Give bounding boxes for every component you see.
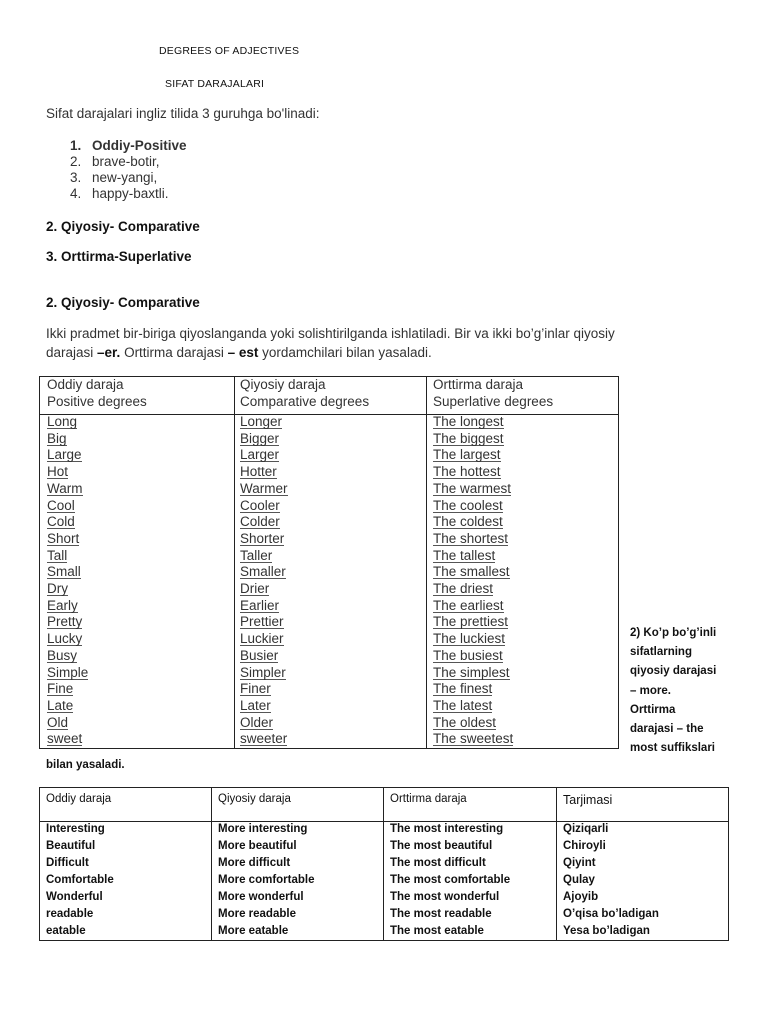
table-cell: More comfortable (218, 874, 315, 886)
table-cell: eatable (46, 925, 86, 937)
table-cell: Taller (240, 547, 273, 563)
table-cell: The finest (433, 681, 493, 697)
table-cell: Longer (240, 414, 283, 429)
table-cell: Warm (47, 480, 83, 496)
section-heading-comparative: 2. Qiyosiy- Comparative (46, 219, 200, 234)
table-cell: The most difficult (390, 857, 486, 869)
table-cell: The largest (433, 447, 501, 463)
table-cell: Large (47, 447, 82, 463)
table-cell: Cooler (240, 497, 280, 513)
intro-text: Sifat darajalari ingliz tilida 3 guruhga bo'linadi: (46, 106, 320, 121)
table-cell: Old (47, 714, 69, 730)
table-cell: Comfortable (46, 874, 114, 886)
table-cell: The oldest (433, 714, 497, 730)
table-cell: The most eatable (390, 925, 484, 937)
column-divider (383, 788, 384, 940)
list-item: 2. brave-botir, (70, 154, 160, 169)
table-header-cell: Qiyosiy daraja (218, 793, 291, 805)
table-cell: Late (47, 697, 74, 713)
list-item: 4. happy-baxtli. (70, 186, 169, 201)
table-cell: Earlier (240, 597, 280, 613)
table-cell: Larger (240, 447, 280, 463)
table-cell: Luckier (240, 631, 284, 647)
table-cell: Beautiful (46, 840, 96, 852)
table-cell: Dry (47, 581, 68, 596)
table-cell: Qiziqarli (563, 823, 609, 835)
paragraph-line-2: darajasi –er. Orttirma darajasi – est yordamchilari bilan yasaladi. (46, 345, 432, 360)
table-cell: sweeter (240, 731, 288, 747)
table-cell: More interesting (218, 823, 308, 835)
table-cell: Chiroyli (563, 840, 606, 852)
table-cell: Early (47, 597, 78, 613)
table-cell: The prettiest (433, 614, 509, 630)
table-cell: More difficult (218, 857, 291, 869)
table-cell: Fine (47, 681, 74, 697)
table-header-cell: Orttirma daraja (390, 793, 467, 805)
table-cell: The biggest (433, 430, 504, 446)
table-cell: sweet (47, 731, 83, 747)
table-cell: More wonderful (218, 891, 304, 903)
table-cell: Long (47, 414, 78, 429)
table-cell: Ajoyib (563, 891, 599, 903)
multisyllable-table (39, 787, 729, 941)
table-cell: readable (46, 908, 94, 920)
table-cell: The longest (433, 414, 504, 429)
table-cell: Hot (47, 464, 69, 480)
table-cell: The most comfortable (390, 874, 511, 886)
suffix-er: –er. (97, 345, 121, 360)
table-cell: The latest (433, 697, 493, 713)
table-cell: Drier (240, 581, 270, 596)
table-cell: Qiyint (563, 857, 596, 869)
table-cell: The warmest (433, 480, 512, 496)
table-cell: O’qisa bo’ladigan (563, 908, 659, 920)
table-cell: More eatable (218, 925, 289, 937)
paragraph-line-1: Ikki pradmet bir-biriga qiyoslanganda yoki solishtirilganda ishlatiladi. Bir va ikki bo’g’inlar qiyosiy (46, 326, 615, 341)
column-divider (211, 788, 212, 940)
table-cell: Lucky (47, 631, 83, 647)
table-cell: Later (240, 697, 271, 713)
table-cell: Pretty (47, 614, 83, 630)
table-cell: Smaller (240, 564, 286, 580)
table-cell: Short (47, 530, 80, 546)
table-cell: Shorter (240, 530, 285, 546)
table-cell: Simpler (240, 664, 286, 680)
table-cell: Older (240, 714, 274, 730)
table-cell: The hottest (433, 464, 501, 480)
side-note-continuation: bilan yasaladi. (46, 759, 125, 771)
table-cell: Cold (47, 514, 75, 530)
suffix-est: – est (227, 345, 259, 360)
table-cell: Wonderful (46, 891, 103, 903)
table-cell: Simple (47, 664, 89, 680)
table-header-comparative: Qiyosiy daraja Comparative degrees (240, 377, 370, 409)
table-cell: Warmer (240, 480, 288, 496)
column-divider (234, 377, 235, 748)
table-cell: The simplest (433, 664, 510, 680)
degrees-table (39, 376, 619, 749)
table-cell: Finer (240, 681, 271, 697)
table-cell: Prettier (240, 614, 284, 630)
table-cell: Cool (47, 497, 75, 513)
table-cell: The most wonderful (390, 891, 500, 903)
section-heading-comparative-2: 2. Qiyosiy- Comparative (46, 295, 200, 310)
table-cell: The shortest (433, 530, 509, 546)
document-subtitle: SIFAT DARAJALARI (165, 78, 265, 90)
column-divider (426, 377, 427, 748)
table-cell: The busiest (433, 647, 503, 663)
table-cell: The coldest (433, 514, 503, 530)
table-cell: The smallest (433, 564, 510, 580)
table-cell: Hotter (240, 464, 277, 480)
table-header-superlative: Orttirma daraja Superlative degrees (433, 377, 554, 409)
list-item: 3. new-yangi, (70, 170, 158, 185)
table-cell: The luckiest (433, 631, 506, 647)
table-header-cell: Oddiy daraja (46, 793, 112, 805)
side-note: 2) Ko’p bo’g’inli sifatlarning qiyosiy darajasi – more. Orttirma darajasi – the most suffikslari (630, 627, 717, 755)
table-cell: The tallest (433, 547, 496, 563)
column-divider (556, 788, 557, 940)
table-cell: Tall (47, 547, 68, 563)
header-divider (40, 414, 618, 415)
table-cell: Interesting (46, 823, 105, 835)
section-heading-superlative: 3. Orttirma-Superlative (46, 249, 192, 264)
table-cell: Yesa bo’ladigan (563, 925, 650, 937)
table-cell: The driest (433, 581, 494, 596)
table-cell: More beautiful (218, 840, 297, 852)
table-header-cell: Tarjimasi (563, 793, 613, 807)
table-cell: The earliest (433, 597, 504, 613)
table-cell: The most beautiful (390, 840, 493, 852)
table-cell: Busy (47, 647, 78, 663)
table-cell: Big (47, 430, 67, 446)
list-item: 1. Oddiy-Positive (70, 138, 187, 153)
table-cell: Small (47, 564, 81, 580)
table-cell: Colder (240, 514, 280, 530)
table-cell: The sweetest (433, 731, 514, 747)
table-cell: Bigger (240, 430, 280, 446)
table-cell: Qulay (563, 874, 595, 886)
table-cell: More readable (218, 908, 296, 920)
table-cell: The most readable (390, 908, 492, 920)
table-cell: The coolest (433, 497, 503, 513)
table-cell: The most interesting (390, 823, 504, 835)
header-divider (40, 821, 728, 822)
table-header-positive: Oddiy daraja Positive degrees (47, 377, 147, 409)
document-title: DEGREES OF ADJECTIVES (159, 45, 300, 57)
table-cell: Busier (240, 647, 279, 663)
table-cell: Difficult (46, 857, 89, 869)
